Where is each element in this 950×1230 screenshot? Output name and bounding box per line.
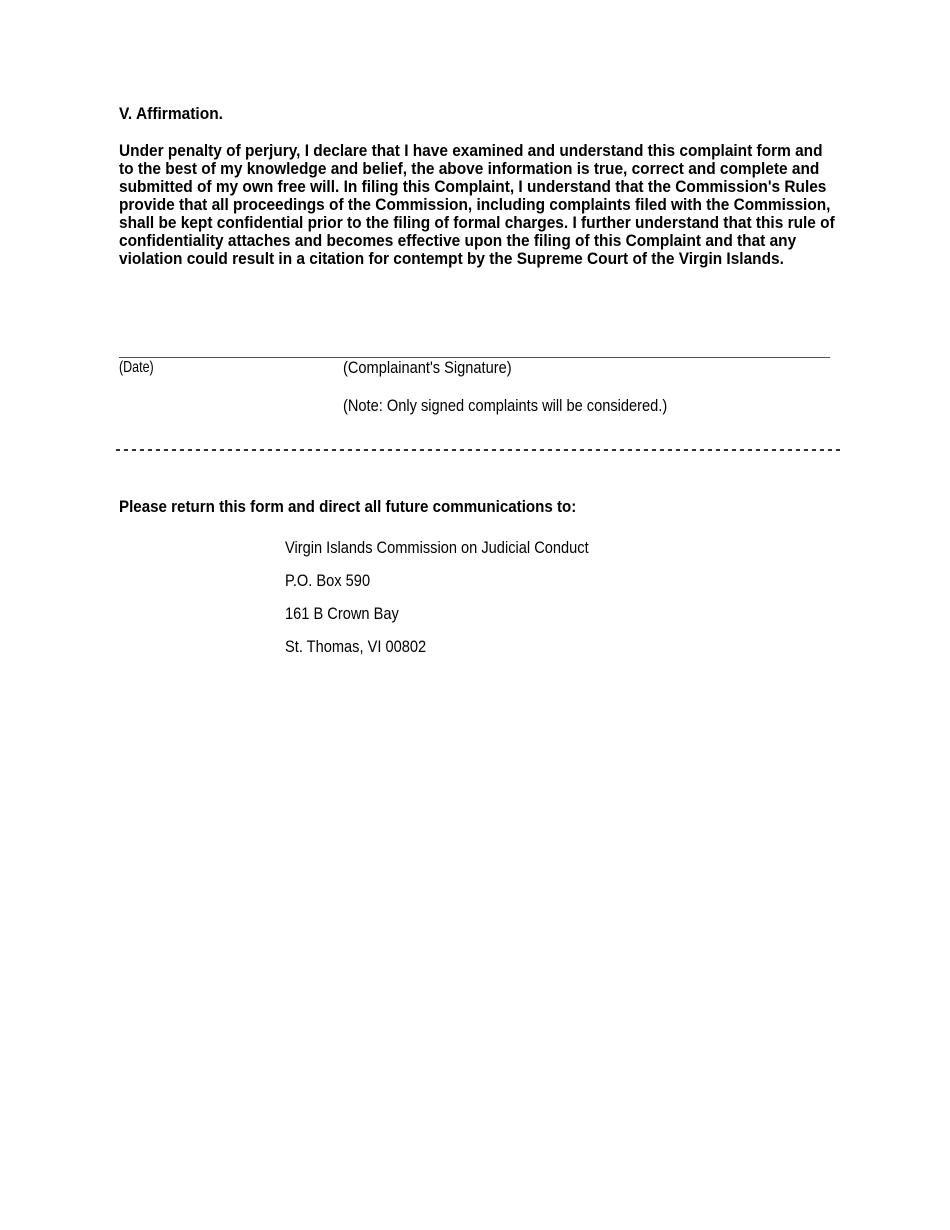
- address-street: 161 B Crown Bay: [285, 604, 399, 623]
- address-po-box: P.O. Box 590: [285, 571, 371, 590]
- affirmation-paragraph: Under penalty of perjury, I declare that I have examined and understand this complaint form and to the best of my knowledge and belief, the above information is true, correct and complete and submitted of my own free will. In filing this Complaint, I understand that the Commission's Rules provide that all proceedings of the Commission, including complaints filed with the Commission, shall be kept confidential prior to the filing of formal charges. I further understand that this rule of confidentiality attaches and becomes effective upon the filing of this Complaint and that any violation could result in a citation for contempt by the Supreme Court of the Virgin Islands.: [119, 142, 835, 268]
- address-city-state-zip: St. Thomas, VI 00802: [285, 637, 427, 656]
- date-label: (Date): [119, 359, 154, 376]
- dashed-separator: [116, 449, 840, 451]
- return-instructions-heading: Please return this form and direct all future communications to:: [119, 497, 577, 516]
- address-organization: Virgin Islands Commission on Judicial Conduct: [285, 538, 589, 557]
- signature-note: (Note: Only signed complaints will be considered.): [343, 396, 668, 415]
- affirmation-heading: V. Affirmation.: [119, 105, 224, 123]
- complainant-signature-label: (Complainant's Signature): [343, 358, 512, 377]
